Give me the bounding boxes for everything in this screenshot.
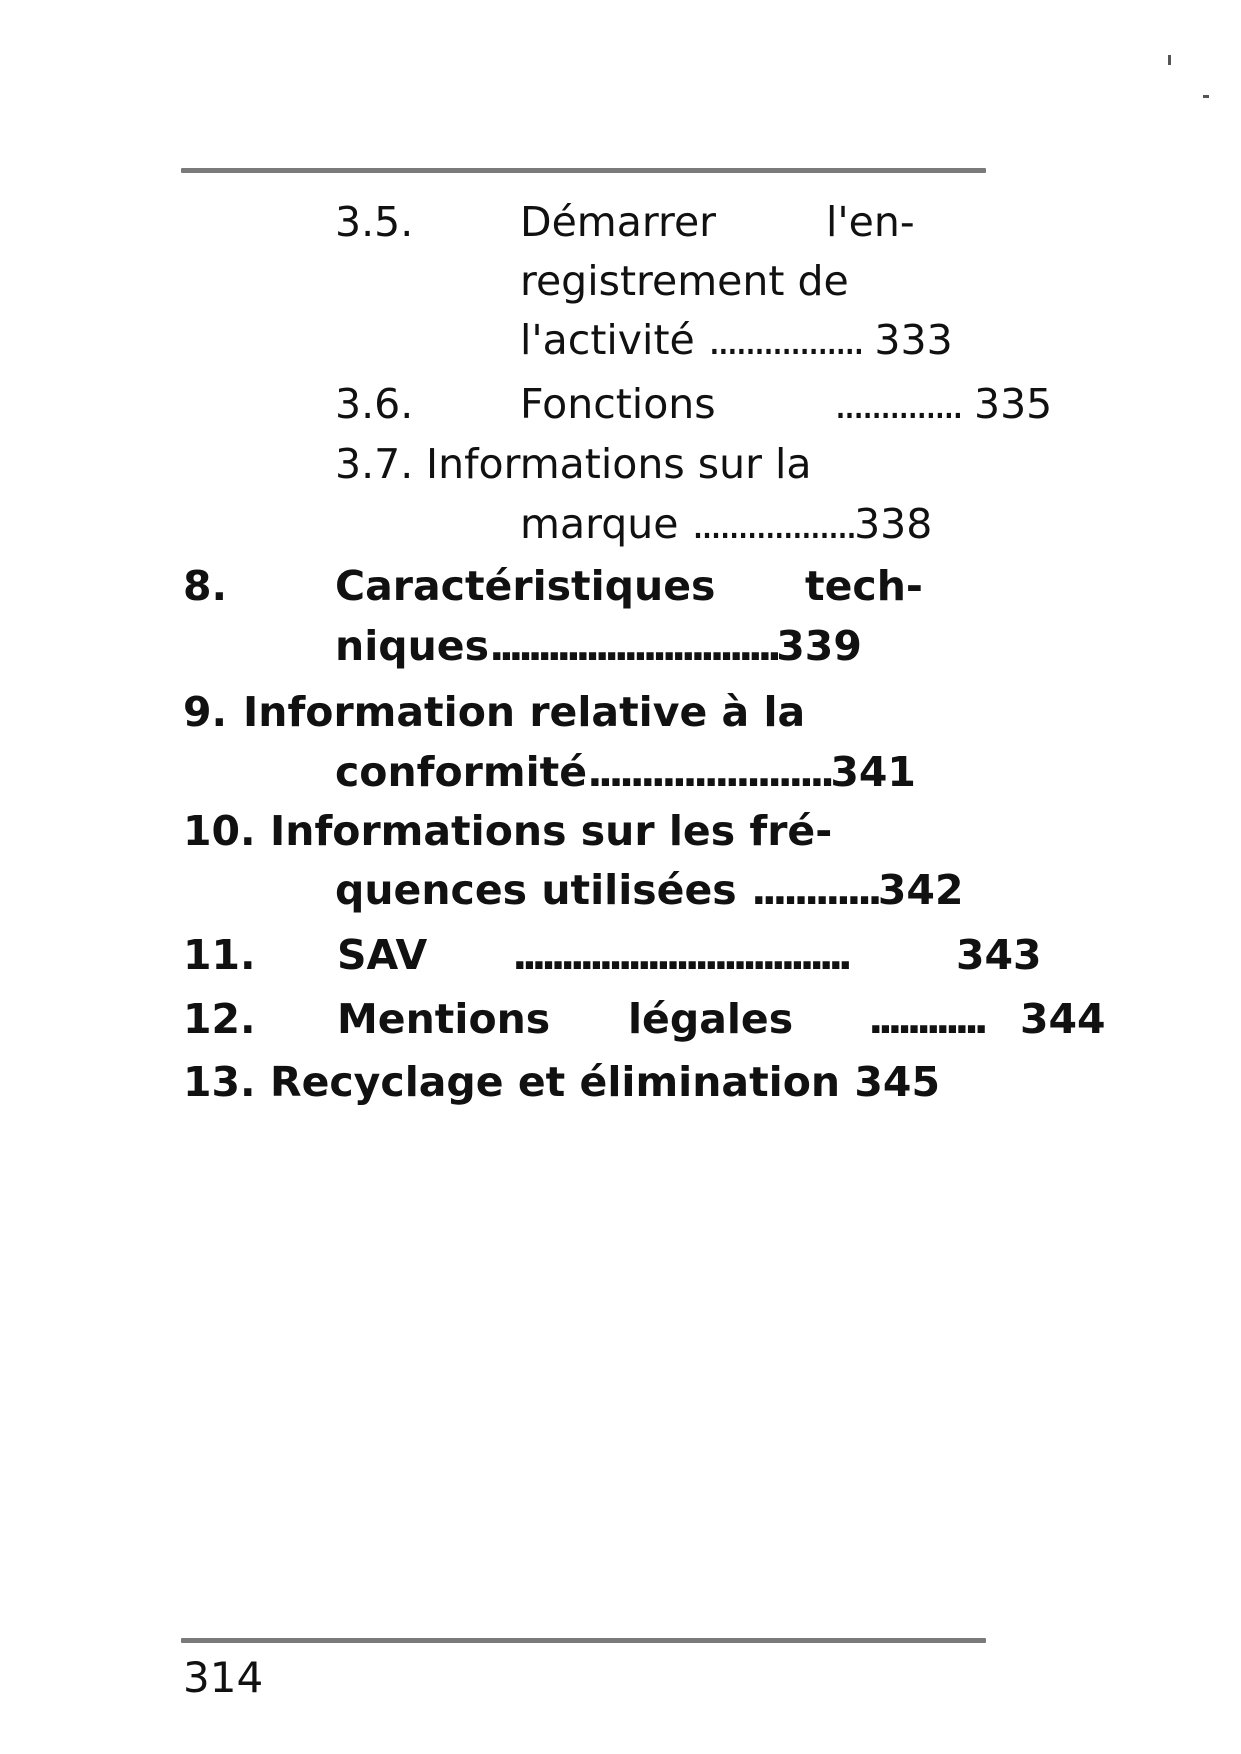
toc-leader: ............ bbox=[868, 995, 983, 1043]
toc-title-3-5: registrement de bbox=[520, 257, 849, 305]
toc-title-9: conformité bbox=[335, 748, 588, 796]
page-number: 314 bbox=[183, 1653, 264, 1702]
toc-page-13: 345 bbox=[854, 1058, 940, 1106]
toc-title-13: Recyclage et élimination bbox=[270, 1058, 841, 1106]
toc-title-3-5: Démarrer bbox=[520, 198, 717, 246]
toc-number-10: 10. bbox=[183, 807, 256, 855]
toc-page-10: 342 bbox=[877, 866, 964, 914]
toc-leader: ............ bbox=[750, 866, 878, 914]
toc-page-9: 341 bbox=[830, 748, 916, 796]
toc-leader: ................................... bbox=[512, 931, 848, 979]
toc-number-3-7: 3.7. bbox=[335, 440, 414, 488]
toc-entry-9-last-line[interactable] bbox=[335, 742, 916, 802]
toc-page-11: 343 bbox=[956, 931, 1042, 979]
toc-page-3-7: 338 bbox=[854, 500, 933, 548]
toc-leader: ....................... bbox=[587, 748, 831, 796]
toc-title-8[interactable]: Caractéristiques bbox=[335, 562, 716, 610]
toc-title-9[interactable]: Information relative à la bbox=[243, 688, 806, 736]
toc-title-3-7[interactable]: Informations sur la bbox=[426, 440, 812, 488]
toc-title-3-5: l'en- bbox=[826, 198, 915, 246]
toc-title-3-7: marque bbox=[520, 500, 679, 548]
toc-number-3-5: 3.5. bbox=[335, 198, 414, 246]
toc-leader: .............................. bbox=[489, 622, 777, 670]
toc-leader: .................. bbox=[691, 500, 855, 548]
footer-rule bbox=[181, 1638, 986, 1643]
toc-entry-3-7-last-line[interactable] bbox=[520, 494, 932, 554]
header-rule bbox=[181, 168, 986, 173]
toc-number-9: 9. bbox=[183, 688, 228, 736]
toc-title-12: légales bbox=[628, 995, 794, 1043]
toc-number-8: 8. bbox=[183, 562, 228, 610]
toc-number-12: 12. bbox=[183, 995, 256, 1043]
toc-entry-3-5-last-line[interactable] bbox=[520, 310, 953, 370]
toc-number-13: 13. bbox=[183, 1058, 256, 1106]
toc-number-11: 11. bbox=[183, 931, 256, 979]
scan-mark bbox=[1203, 95, 1209, 98]
toc-title-3-5: l'activité bbox=[520, 316, 695, 364]
toc-leader: ................. bbox=[707, 316, 862, 364]
toc-entry-8-last-line[interactable] bbox=[335, 616, 862, 676]
scan-mark bbox=[1168, 55, 1171, 65]
toc-number-3-6: 3.6. bbox=[335, 380, 414, 428]
toc-leader: .............. bbox=[834, 380, 961, 428]
toc-page-3-5: 333 bbox=[874, 316, 953, 364]
toc-title-10: quences utilisées bbox=[335, 866, 737, 914]
toc-title-10[interactable]: Informations sur les fré- bbox=[270, 807, 833, 855]
toc-title-8: tech- bbox=[805, 562, 923, 610]
toc-title-3-6[interactable]: Fonctions bbox=[520, 380, 716, 428]
toc-title-8: niques bbox=[335, 622, 489, 670]
toc-title-12[interactable]: Mentions bbox=[337, 995, 551, 1043]
toc-page-12: 344 bbox=[1020, 995, 1106, 1043]
toc-entry-13[interactable] bbox=[270, 1052, 940, 1112]
toc-page-3-6: 335 bbox=[974, 380, 1053, 428]
toc-entry-10-last-line[interactable] bbox=[335, 860, 963, 920]
toc-page-8: 339 bbox=[776, 622, 862, 670]
toc-title-11[interactable]: SAV bbox=[337, 931, 428, 979]
